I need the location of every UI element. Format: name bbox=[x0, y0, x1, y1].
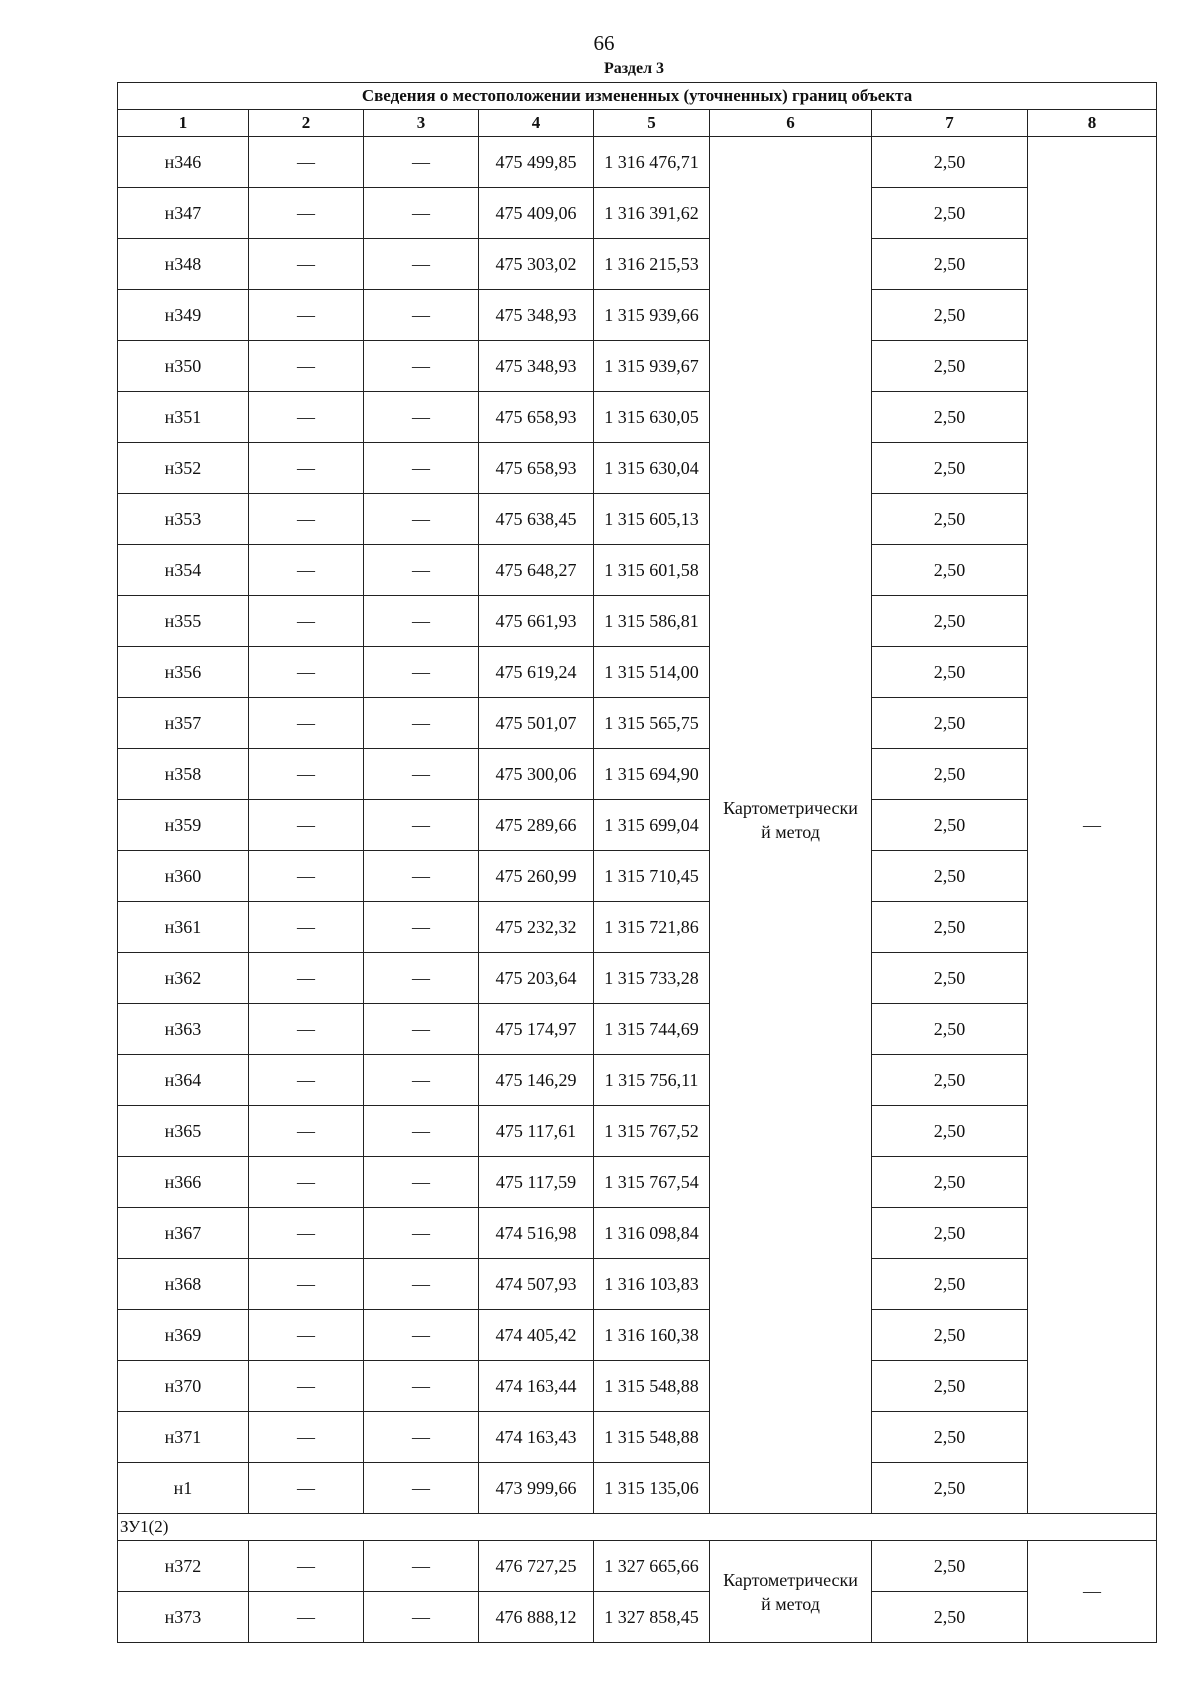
y-coordinate-cell: 1 315 601,58 bbox=[594, 545, 710, 596]
column-3-cell: — bbox=[364, 851, 479, 902]
column-3-cell: — bbox=[364, 698, 479, 749]
accuracy-cell: 2,50 bbox=[872, 290, 1028, 341]
accuracy-cell: 2,50 bbox=[872, 1412, 1028, 1463]
page-number: 66 bbox=[593, 31, 615, 55]
y-coordinate-cell: 1 315 733,28 bbox=[594, 953, 710, 1004]
column-2-cell: — bbox=[249, 1157, 364, 1208]
point-name-cell: н372 bbox=[118, 1541, 249, 1592]
column-header: 7 bbox=[872, 110, 1028, 137]
x-coordinate-cell: 475 499,85 bbox=[479, 137, 594, 188]
column-3-cell: — bbox=[364, 1541, 479, 1592]
x-coordinate-cell: 475 117,61 bbox=[479, 1106, 594, 1157]
table-row bbox=[118, 545, 1157, 596]
x-coordinate-cell: 475 658,93 bbox=[479, 443, 594, 494]
method-cell: Картометрически й метод bbox=[710, 1541, 872, 1643]
accuracy-cell: 2,50 bbox=[872, 1541, 1028, 1592]
y-coordinate-cell: 1 316 098,84 bbox=[594, 1208, 710, 1259]
point-name-cell: н351 bbox=[118, 392, 249, 443]
y-coordinate-cell: 1 315 565,75 bbox=[594, 698, 710, 749]
accuracy-cell: 2,50 bbox=[872, 443, 1028, 494]
column-header: 1 bbox=[118, 110, 249, 137]
accuracy-cell: 2,50 bbox=[872, 902, 1028, 953]
column-2-cell: — bbox=[249, 545, 364, 596]
table-row bbox=[118, 1310, 1157, 1361]
accuracy-cell: 2,50 bbox=[872, 137, 1028, 188]
accuracy-cell: 2,50 bbox=[872, 1004, 1028, 1055]
y-coordinate-cell: 1 315 767,52 bbox=[594, 1106, 710, 1157]
x-coordinate-cell: 475 648,27 bbox=[479, 545, 594, 596]
y-coordinate-cell: 1 315 939,67 bbox=[594, 341, 710, 392]
accuracy-cell: 2,50 bbox=[872, 851, 1028, 902]
column-3-cell: — bbox=[364, 596, 479, 647]
accuracy-cell: 2,50 bbox=[872, 749, 1028, 800]
point-name-cell: н349 bbox=[118, 290, 249, 341]
table-row bbox=[118, 596, 1157, 647]
column-3-cell: — bbox=[364, 800, 479, 851]
column-3-cell: — bbox=[364, 1592, 479, 1643]
x-coordinate-cell: 475 117,59 bbox=[479, 1157, 594, 1208]
column-2-cell: — bbox=[249, 1208, 364, 1259]
y-coordinate-cell: 1 315 135,06 bbox=[594, 1463, 710, 1514]
table-row bbox=[118, 1463, 1157, 1514]
point-name-cell: н357 bbox=[118, 698, 249, 749]
column-2-cell: — bbox=[249, 800, 364, 851]
table-row bbox=[118, 1004, 1157, 1055]
column-2-cell: — bbox=[249, 1004, 364, 1055]
column-2-cell: — bbox=[249, 1592, 364, 1643]
column-3-cell: — bbox=[364, 341, 479, 392]
table-row bbox=[118, 1412, 1157, 1463]
column-3-cell: — bbox=[364, 290, 479, 341]
point-name-cell: н362 bbox=[118, 953, 249, 1004]
column-header: 2 bbox=[249, 110, 364, 137]
y-coordinate-cell: 1 315 694,90 bbox=[594, 749, 710, 800]
column-3-cell: — bbox=[364, 1310, 479, 1361]
y-coordinate-cell: 1 316 103,83 bbox=[594, 1259, 710, 1310]
x-coordinate-cell: 475 303,02 bbox=[479, 239, 594, 290]
column-2-cell: — bbox=[249, 1412, 364, 1463]
x-coordinate-cell: 476 888,12 bbox=[479, 1592, 594, 1643]
point-name-cell: н348 bbox=[118, 239, 249, 290]
table-row bbox=[118, 1259, 1157, 1310]
y-coordinate-cell: 1 315 605,13 bbox=[594, 494, 710, 545]
accuracy-cell: 2,50 bbox=[872, 1361, 1028, 1412]
table-row bbox=[118, 1055, 1157, 1106]
y-coordinate-cell: 1 315 548,88 bbox=[594, 1361, 710, 1412]
column-2-cell: — bbox=[249, 1541, 364, 1592]
column-2-cell: — bbox=[249, 188, 364, 239]
column-2-cell: — bbox=[249, 1310, 364, 1361]
column-3-cell: — bbox=[364, 953, 479, 1004]
x-coordinate-cell: 475 289,66 bbox=[479, 800, 594, 851]
point-name-cell: н1 bbox=[118, 1463, 249, 1514]
column-2-cell: — bbox=[249, 596, 364, 647]
point-name-cell: н361 bbox=[118, 902, 249, 953]
y-coordinate-cell: 1 315 744,69 bbox=[594, 1004, 710, 1055]
column-3-cell: — bbox=[364, 443, 479, 494]
accuracy-cell: 2,50 bbox=[872, 1208, 1028, 1259]
column-2-cell: — bbox=[249, 137, 364, 188]
y-coordinate-cell: 1 316 391,62 bbox=[594, 188, 710, 239]
point-name-cell: н370 bbox=[118, 1361, 249, 1412]
column-2-cell: — bbox=[249, 749, 364, 800]
y-coordinate-cell: 1 316 160,38 bbox=[594, 1310, 710, 1361]
accuracy-cell: 2,50 bbox=[872, 545, 1028, 596]
y-coordinate-cell: 1 315 756,11 bbox=[594, 1055, 710, 1106]
y-coordinate-cell: 1 315 721,86 bbox=[594, 902, 710, 953]
point-name-cell: н359 bbox=[118, 800, 249, 851]
coordinates-table bbox=[117, 82, 1157, 1643]
column-3-cell: — bbox=[364, 1259, 479, 1310]
x-coordinate-cell: 475 300,06 bbox=[479, 749, 594, 800]
table-row bbox=[118, 239, 1157, 290]
table-row bbox=[118, 1157, 1157, 1208]
point-name-cell: н347 bbox=[118, 188, 249, 239]
accuracy-cell: 2,50 bbox=[872, 239, 1028, 290]
x-coordinate-cell: 475 260,99 bbox=[479, 851, 594, 902]
y-coordinate-cell: 1 315 699,04 bbox=[594, 800, 710, 851]
column-3-cell: — bbox=[364, 647, 479, 698]
x-coordinate-cell: 474 163,44 bbox=[479, 1361, 594, 1412]
point-name-cell: н373 bbox=[118, 1592, 249, 1643]
accuracy-cell: 2,50 bbox=[872, 1259, 1028, 1310]
point-name-cell: н365 bbox=[118, 1106, 249, 1157]
point-name-cell: н364 bbox=[118, 1055, 249, 1106]
point-name-cell: н356 bbox=[118, 647, 249, 698]
accuracy-cell: 2,50 bbox=[872, 953, 1028, 1004]
y-coordinate-cell: 1 316 215,53 bbox=[594, 239, 710, 290]
table-row bbox=[118, 1361, 1157, 1412]
x-coordinate-cell: 475 501,07 bbox=[479, 698, 594, 749]
column-3-cell: — bbox=[364, 1055, 479, 1106]
point-name-cell: н360 bbox=[118, 851, 249, 902]
table-row bbox=[118, 851, 1157, 902]
table-row bbox=[118, 698, 1157, 749]
column-3-cell: — bbox=[364, 1208, 479, 1259]
point-name-cell: н353 bbox=[118, 494, 249, 545]
column-3-cell: — bbox=[364, 239, 479, 290]
x-coordinate-cell: 475 638,45 bbox=[479, 494, 594, 545]
column-header: 4 bbox=[479, 110, 594, 137]
x-coordinate-cell: 474 405,42 bbox=[479, 1310, 594, 1361]
table-row bbox=[118, 290, 1157, 341]
column-2-cell: — bbox=[249, 1361, 364, 1412]
table-row bbox=[118, 1541, 1157, 1592]
column-2-cell: — bbox=[249, 953, 364, 1004]
y-coordinate-cell: 1 315 586,81 bbox=[594, 596, 710, 647]
column-3-cell: — bbox=[364, 188, 479, 239]
point-name-cell: н371 bbox=[118, 1412, 249, 1463]
x-coordinate-cell: 476 727,25 bbox=[479, 1541, 594, 1592]
point-name-cell: н369 bbox=[118, 1310, 249, 1361]
column-2-cell: — bbox=[249, 647, 364, 698]
note-cell: — bbox=[1028, 137, 1157, 1514]
table-row bbox=[118, 1208, 1157, 1259]
y-coordinate-cell: 1 315 939,66 bbox=[594, 290, 710, 341]
column-header: 8 bbox=[1028, 110, 1157, 137]
accuracy-cell: 2,50 bbox=[872, 596, 1028, 647]
column-3-cell: — bbox=[364, 1157, 479, 1208]
column-3-cell: — bbox=[364, 494, 479, 545]
x-coordinate-cell: 475 661,93 bbox=[479, 596, 594, 647]
table-row bbox=[118, 392, 1157, 443]
x-coordinate-cell: 474 516,98 bbox=[479, 1208, 594, 1259]
column-3-cell: — bbox=[364, 1361, 479, 1412]
table-row bbox=[118, 749, 1157, 800]
column-2-cell: — bbox=[249, 443, 364, 494]
group-label: ЗУ1(2) bbox=[118, 1514, 1157, 1541]
column-3-cell: — bbox=[364, 749, 479, 800]
point-name-cell: н355 bbox=[118, 596, 249, 647]
table-row bbox=[118, 800, 1157, 851]
column-3-cell: — bbox=[364, 1106, 479, 1157]
point-name-cell: н346 bbox=[118, 137, 249, 188]
x-coordinate-cell: 474 507,93 bbox=[479, 1259, 594, 1310]
column-header: 6 bbox=[710, 110, 872, 137]
table-row bbox=[118, 953, 1157, 1004]
accuracy-cell: 2,50 bbox=[872, 1157, 1028, 1208]
x-coordinate-cell: 475 174,97 bbox=[479, 1004, 594, 1055]
x-coordinate-cell: 475 203,64 bbox=[479, 953, 594, 1004]
x-coordinate-cell: 474 163,43 bbox=[479, 1412, 594, 1463]
table-row bbox=[118, 188, 1157, 239]
y-coordinate-cell: 1 315 630,04 bbox=[594, 443, 710, 494]
accuracy-cell: 2,50 bbox=[872, 341, 1028, 392]
point-name-cell: н350 bbox=[118, 341, 249, 392]
column-2-cell: — bbox=[249, 239, 364, 290]
table-row bbox=[118, 1592, 1157, 1643]
point-name-cell: н358 bbox=[118, 749, 249, 800]
table-row bbox=[118, 137, 1157, 188]
column-header-row bbox=[118, 110, 1157, 137]
table-row bbox=[118, 647, 1157, 698]
y-coordinate-cell: 1 327 665,66 bbox=[594, 1541, 710, 1592]
point-name-cell: н367 bbox=[118, 1208, 249, 1259]
x-coordinate-cell: 475 658,93 bbox=[479, 392, 594, 443]
y-coordinate-cell: 1 315 548,88 bbox=[594, 1412, 710, 1463]
column-2-cell: — bbox=[249, 290, 364, 341]
point-name-cell: н366 bbox=[118, 1157, 249, 1208]
accuracy-cell: 2,50 bbox=[872, 800, 1028, 851]
x-coordinate-cell: 473 999,66 bbox=[479, 1463, 594, 1514]
method-cell: Картометрически й метод bbox=[710, 137, 872, 1514]
column-2-cell: — bbox=[249, 1463, 364, 1514]
note-cell: — bbox=[1028, 1541, 1157, 1643]
column-3-cell: — bbox=[364, 1004, 479, 1055]
table-row bbox=[118, 1106, 1157, 1157]
point-name-cell: н363 bbox=[118, 1004, 249, 1055]
table-row bbox=[118, 494, 1157, 545]
column-3-cell: — bbox=[364, 545, 479, 596]
accuracy-cell: 2,50 bbox=[872, 698, 1028, 749]
column-3-cell: — bbox=[364, 1412, 479, 1463]
column-3-cell: — bbox=[364, 137, 479, 188]
column-header: 5 bbox=[594, 110, 710, 137]
accuracy-cell: 2,50 bbox=[872, 1106, 1028, 1157]
column-header: 3 bbox=[364, 110, 479, 137]
y-coordinate-cell: 1 316 476,71 bbox=[594, 137, 710, 188]
y-coordinate-cell: 1 315 630,05 bbox=[594, 392, 710, 443]
x-coordinate-cell: 475 409,06 bbox=[479, 188, 594, 239]
column-2-cell: — bbox=[249, 851, 364, 902]
accuracy-cell: 2,50 bbox=[872, 1310, 1028, 1361]
accuracy-cell: 2,50 bbox=[872, 188, 1028, 239]
accuracy-cell: 2,50 bbox=[872, 392, 1028, 443]
y-coordinate-cell: 1 315 767,54 bbox=[594, 1157, 710, 1208]
accuracy-cell: 2,50 bbox=[872, 1592, 1028, 1643]
column-2-cell: — bbox=[249, 392, 364, 443]
point-name-cell: н354 bbox=[118, 545, 249, 596]
x-coordinate-cell: 475 232,32 bbox=[479, 902, 594, 953]
column-2-cell: — bbox=[249, 698, 364, 749]
accuracy-cell: 2,50 bbox=[872, 494, 1028, 545]
y-coordinate-cell: 1 327 858,45 bbox=[594, 1592, 710, 1643]
section-title: Раздел 3 bbox=[603, 60, 665, 77]
y-coordinate-cell: 1 315 514,00 bbox=[594, 647, 710, 698]
accuracy-cell: 2,50 bbox=[872, 1463, 1028, 1514]
y-coordinate-cell: 1 315 710,45 bbox=[594, 851, 710, 902]
x-coordinate-cell: 475 348,93 bbox=[479, 341, 594, 392]
column-2-cell: — bbox=[249, 902, 364, 953]
point-name-cell: н368 bbox=[118, 1259, 249, 1310]
column-2-cell: — bbox=[249, 1106, 364, 1157]
table-row bbox=[118, 902, 1157, 953]
x-coordinate-cell: 475 348,93 bbox=[479, 290, 594, 341]
column-2-cell: — bbox=[249, 1055, 364, 1106]
table-row bbox=[118, 443, 1157, 494]
accuracy-cell: 2,50 bbox=[872, 647, 1028, 698]
point-name-cell: н352 bbox=[118, 443, 249, 494]
column-2-cell: — bbox=[249, 341, 364, 392]
accuracy-cell: 2,50 bbox=[872, 1055, 1028, 1106]
table-row bbox=[118, 341, 1157, 392]
column-3-cell: — bbox=[364, 392, 479, 443]
table-title: Сведения о местоположении измененных (уточненных) границ объекта bbox=[118, 83, 1157, 110]
column-2-cell: — bbox=[249, 494, 364, 545]
column-3-cell: — bbox=[364, 902, 479, 953]
group-label-row bbox=[118, 1514, 1157, 1541]
column-3-cell: — bbox=[364, 1463, 479, 1514]
column-2-cell: — bbox=[249, 1259, 364, 1310]
x-coordinate-cell: 475 619,24 bbox=[479, 647, 594, 698]
x-coordinate-cell: 475 146,29 bbox=[479, 1055, 594, 1106]
